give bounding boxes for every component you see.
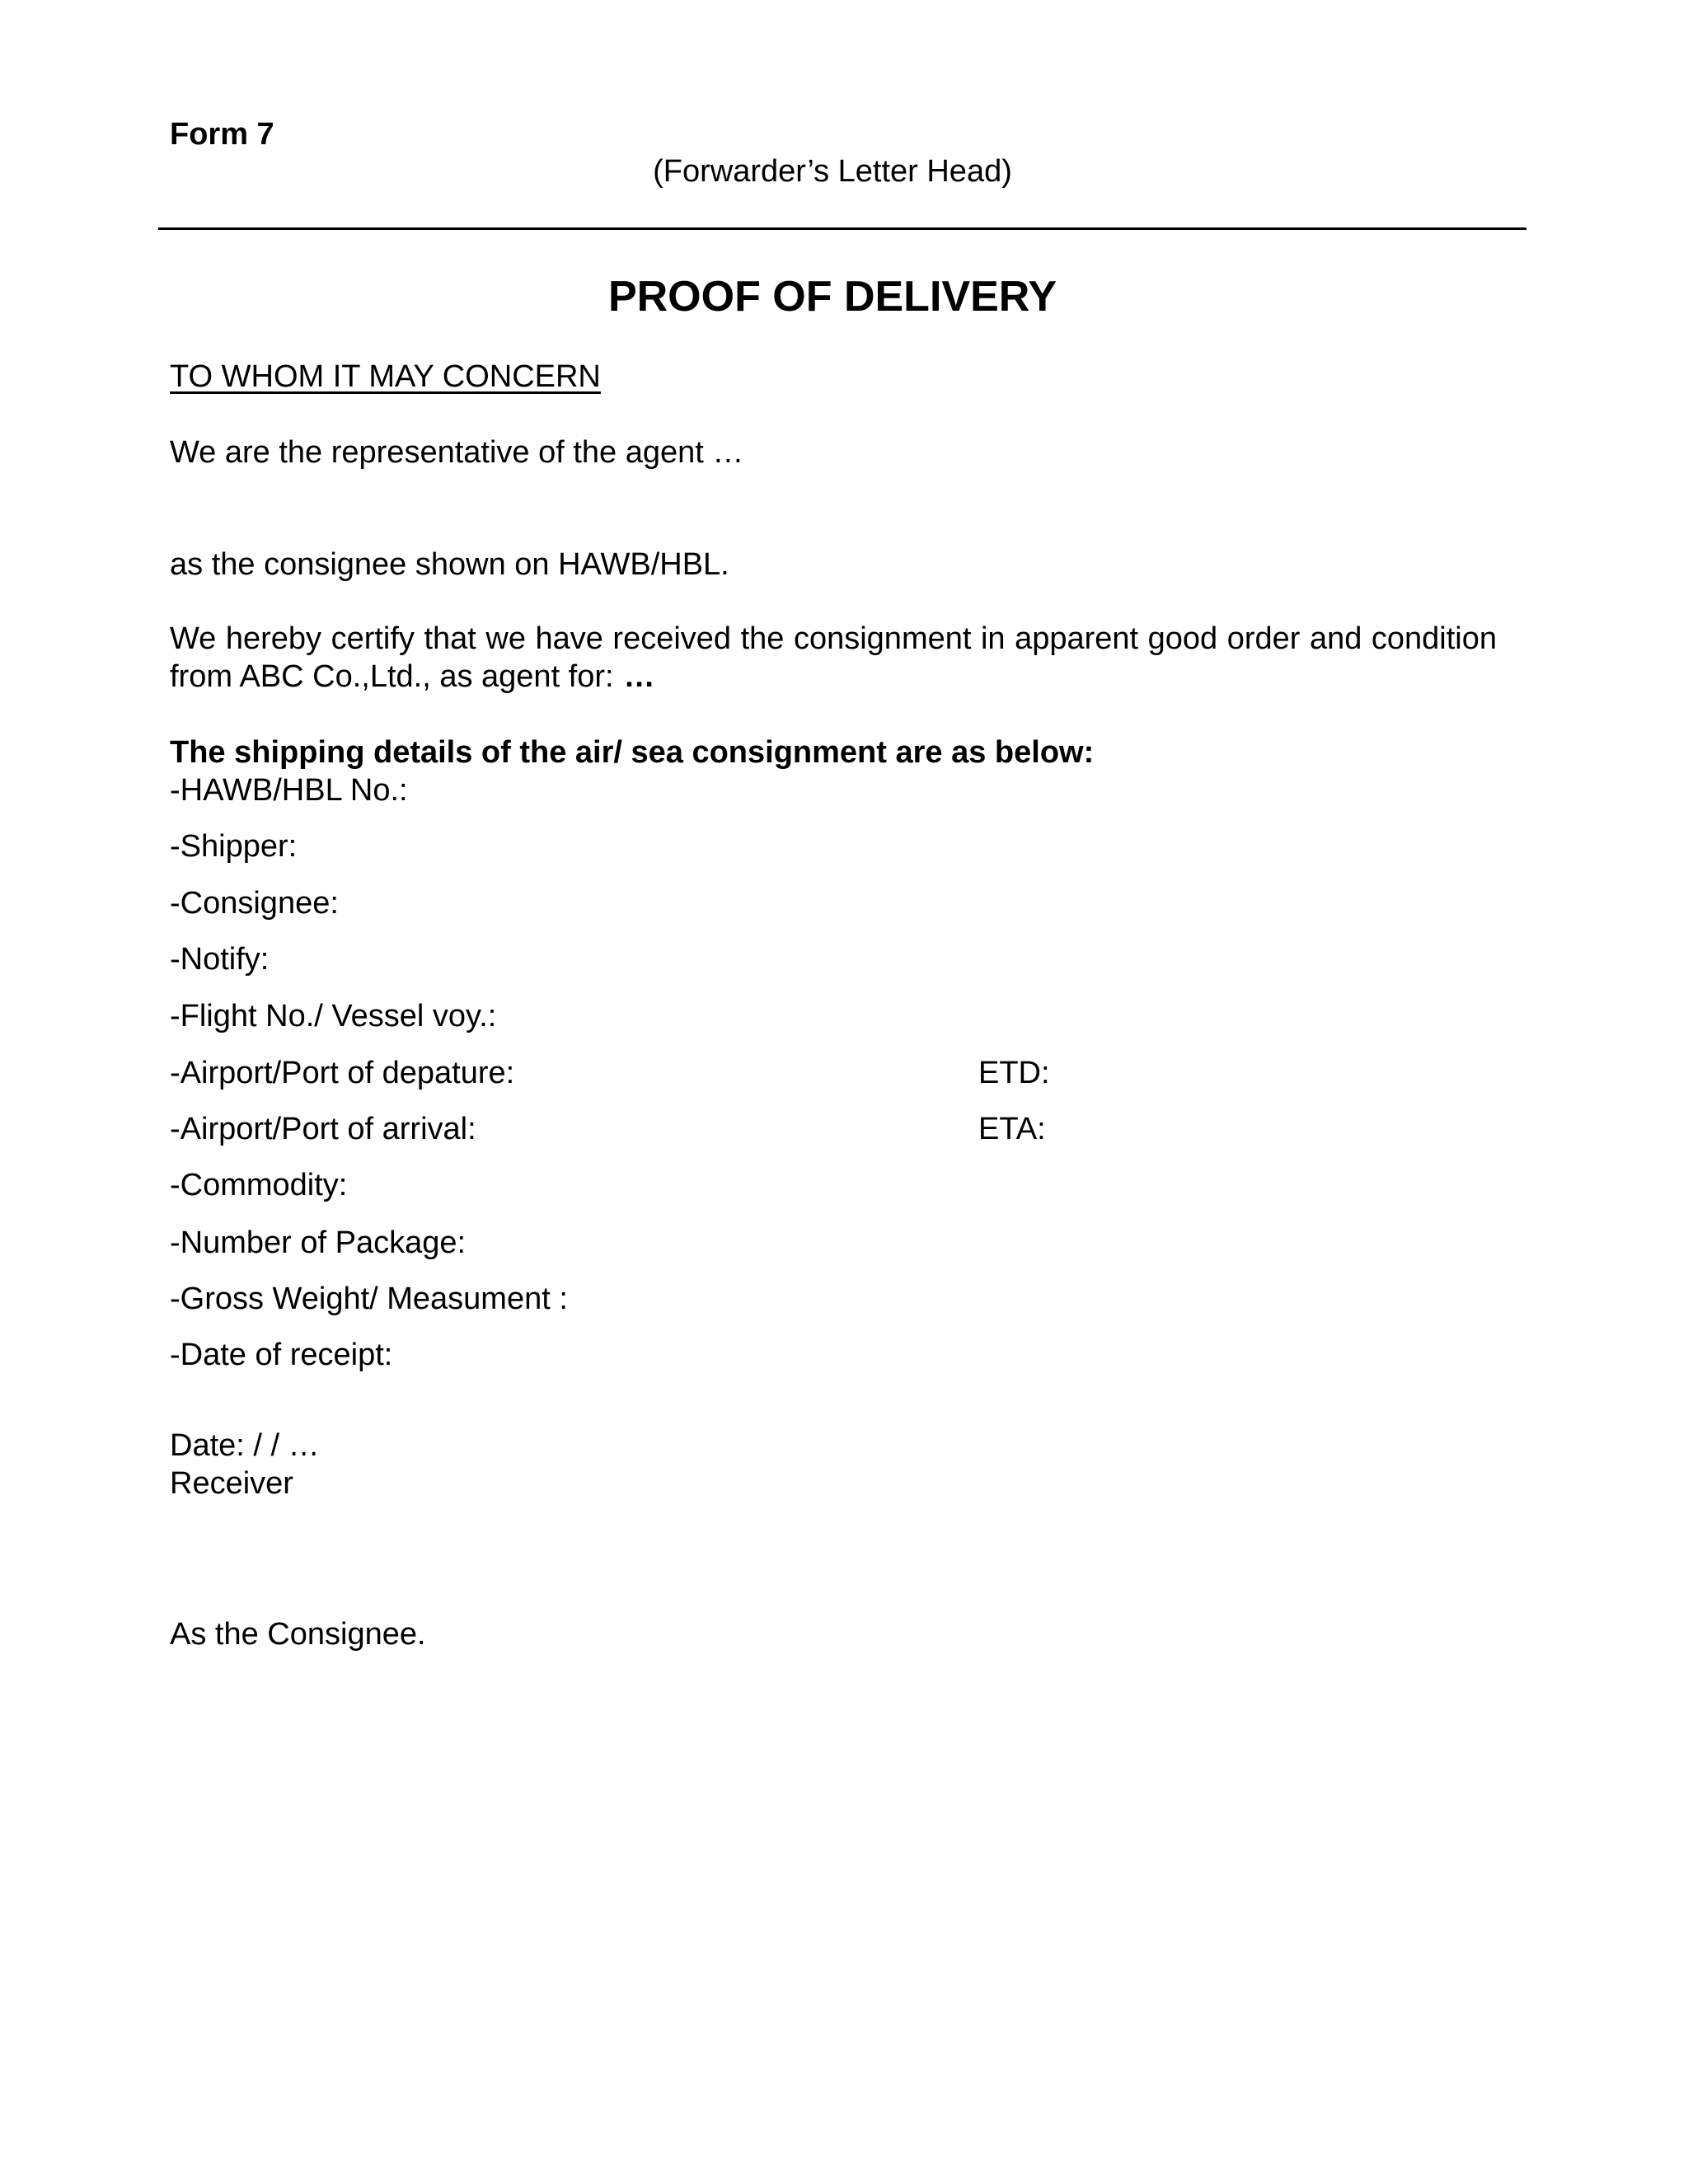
signature-as-consignee: As the Consignee. (170, 1617, 426, 1652)
salutation: TO WHOM IT MAY CONCERN (170, 359, 601, 394)
agent-representative-paragraph: We are the representative of the agent … (170, 435, 744, 470)
detail-shipper: -Shipper: (170, 829, 298, 864)
signature-date: Date: / / … (170, 1428, 320, 1463)
header-divider (158, 227, 1526, 230)
detail-port-of-departure: -Airport/Port of depature: (170, 1056, 515, 1090)
detail-notify: -Notify: (170, 942, 270, 977)
detail-port-of-arrival: -Airport/Port of arrival: (170, 1112, 476, 1146)
certification-text: We hereby certify that we have received the consignment in apparent good order and condition from ABC Co.,Ltd., as agent for: (170, 621, 1497, 694)
letter-head-placeholder: (Forwarder’s Letter Head) (653, 154, 1012, 189)
detail-commodity: -Commodity: (170, 1168, 348, 1202)
detail-consignee: -Consignee: (170, 886, 339, 921)
detail-date-of-receipt: -Date of receipt: (170, 1338, 393, 1372)
consignee-paragraph: as the consignee shown on HAWB/HBL. (170, 547, 729, 582)
detail-number-of-package: -Number of Package: (170, 1226, 467, 1260)
document-title: PROOF OF DELIVERY (607, 273, 1057, 321)
detail-etd: ETD: (978, 1056, 1050, 1090)
detail-flight-vessel: -Flight No./ Vessel voy.: (170, 999, 497, 1033)
detail-gross-weight: -Gross Weight/ Measument : (170, 1282, 568, 1316)
certification-ellipsis: … (623, 659, 655, 694)
form-number: Form 7 (170, 117, 274, 152)
detail-hawb-hbl-no: -HAWB/HBL No.: (170, 773, 408, 808)
shipping-details-heading: The shipping details of the air/ sea consignment are as below: (170, 735, 1095, 770)
signature-receiver: Receiver (170, 1466, 293, 1501)
certification-paragraph (170, 620, 1497, 696)
detail-eta: ETA: (978, 1112, 1046, 1146)
